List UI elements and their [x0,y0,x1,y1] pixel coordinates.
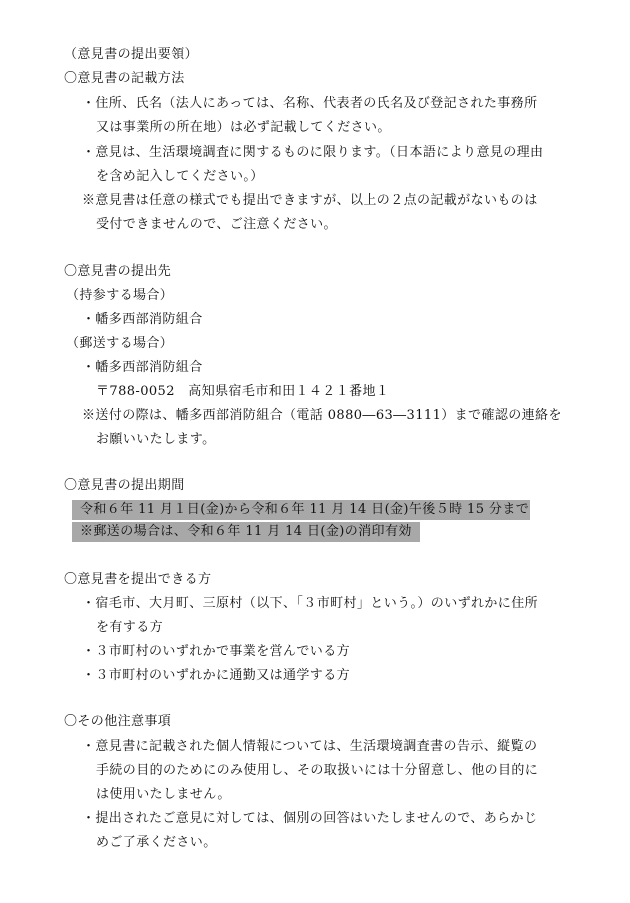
eligible-business: ・３市町村のいずれかで事業を営んでいる方 [82,644,351,659]
section-title-eligible: 〇意見書を提出できる方 [64,572,212,587]
note-contact-line1: ※送付の際は、幡多西部消防組合（電話 0880―63―3111）まで確認の連絡を [82,408,562,423]
note-contact-line2: お願いいたします。 [96,432,216,447]
privacy-line1: ・意見書に記載された個人情報については、生活環境調査書の告示、縦覧の [82,739,538,754]
bullet-opinion-line1: ・意見は、生活環境調査に関するものに限ります。（日本語により意見の理由 [82,145,544,160]
bullet-address-line2: 又は事業所の所在地）は必ず記載してください。 [96,120,391,135]
note-format-line1: ※意見書は任意の様式でも提出できますが、以上の２点の記載がないものは [82,193,538,208]
section-title-period: 〇意見書の提出期間 [64,478,185,493]
no-reply-line2: めご了承ください。 [96,835,217,850]
note-format-line2: 受付できませんので、ご注意ください。 [96,217,337,232]
privacy-line2: 手続の目的のためにのみ使用し、その取扱いには十分留意し、他の目的に [96,763,539,778]
mail-destination: ・幡多西部消防組合 [82,360,203,375]
page-heading: （意見書の提出要領） [64,47,199,62]
subheading-in-person: （持参する場合） [66,288,174,303]
subheading-by-mail: （郵送する場合） [66,336,174,351]
section-title-destination: 〇意見書の提出先 [64,264,172,279]
section-title-method: 〇意見書の記載方法 [64,71,185,86]
eligible-commute: ・３市町村のいずれかに通勤又は通学する方 [82,668,351,683]
bullet-address-line1: ・住所、氏名（法人にあっては、名称、代表者の氏名及び登記された事務所 [82,96,538,111]
bullet-opinion-line2: を含め記入してください。） [96,169,264,184]
highlighted-postmark-note: ※郵送の場合は、令和６年 11 月 14 日(金)の消印有効 [72,522,420,542]
eligible-residence-line1: ・宿毛市、大月町、三原村（以下、「３市町村」という。）のいずれかに住所 [82,596,539,611]
in-person-destination: ・幡多西部消防組合 [82,312,203,327]
eligible-residence-line2: を有する方 [96,620,164,635]
mail-address: 〒788-0052 高知県宿毛市和田１４２１番地１ [96,384,390,399]
privacy-line3: は使用いたしません。 [96,787,231,802]
section-title-other-notes: 〇その他注意事項 [64,714,172,729]
no-reply-line1: ・提出されたご意見に対しては、個別の回答はいたしませんので、あらかじ [82,811,538,826]
highlighted-period: 令和６年 11 月１日(金)から令和６年 11 月 14 日(金)午後５時 15 分まで [72,500,530,520]
